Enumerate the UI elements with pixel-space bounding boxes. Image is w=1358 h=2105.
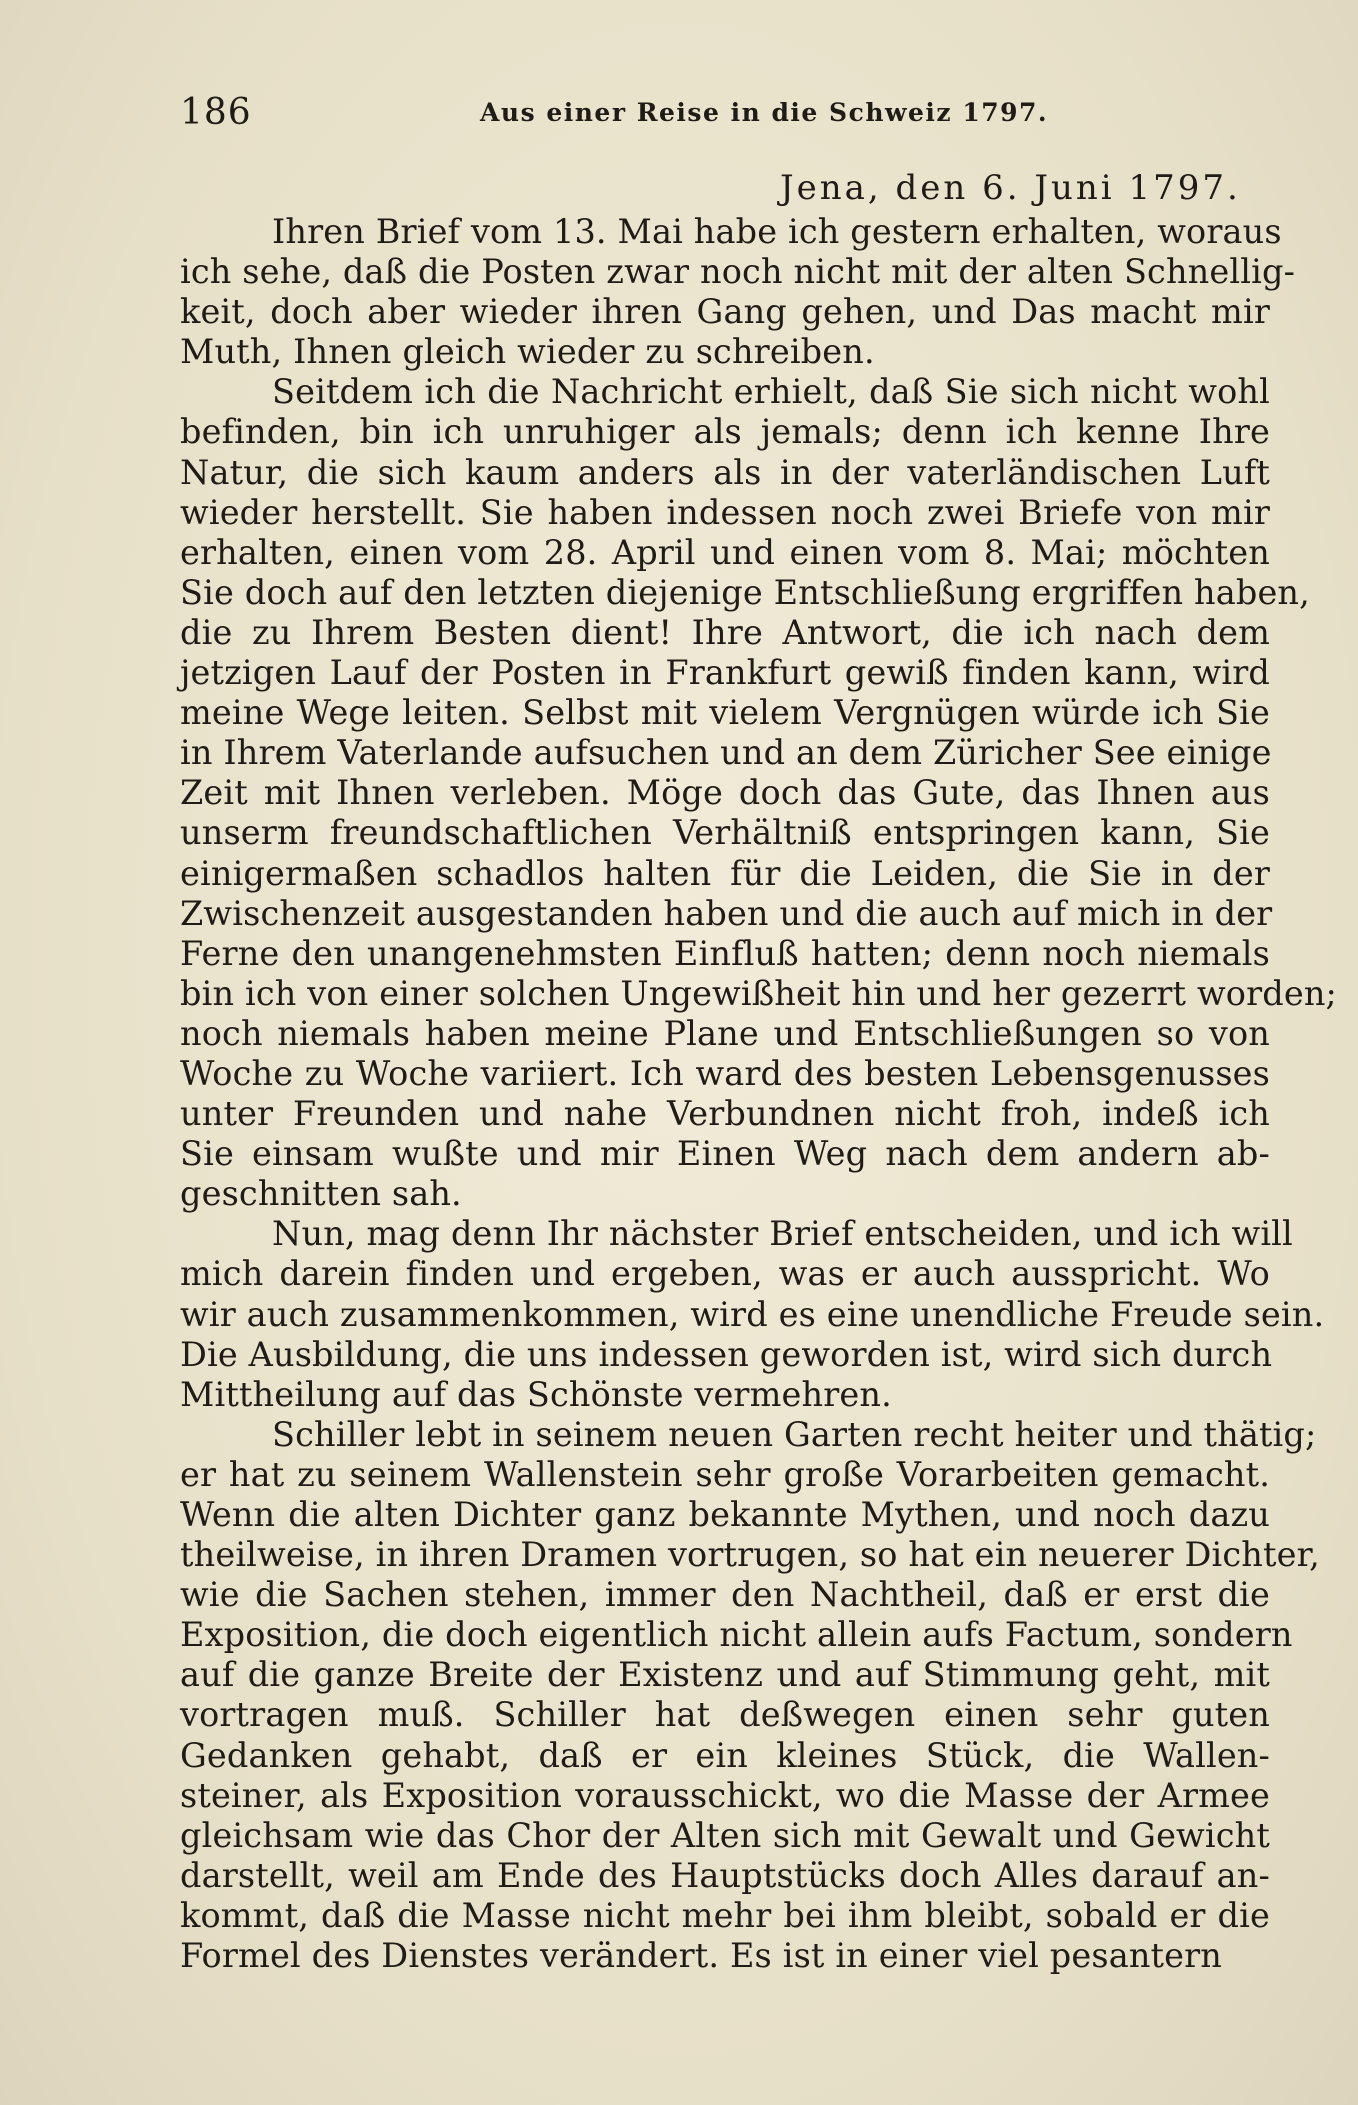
text-line: wieder herstellt. Sie haben indessen noch zwei Briefe von mir [180,492,1270,532]
text-line: Wenn die alten Dichter ganz bekannte Mythen, und noch dazu [180,1495,1270,1534]
text-line: bin ich von einer solchen Ungewißheit hin und her gezerrt worden; [180,973,1337,1013]
text-line: Gedanken gehabt, daß er ein kleines Stück, die Wallen- [180,1735,1270,1775]
text-line: Mittheilung auf das Schönste vermehren. [180,1374,892,1414]
text-line: auf die ganze Breite der Existenz und auf Stimmung geht, mit [180,1655,1270,1695]
text-line: wie die Sachen stehen, immer den Nachtheil, daß er erst die [180,1575,1270,1615]
text-line: Sie doch auf den letzten diejenige Entschließung ergriffen haben, [180,572,1310,612]
text-line: Zeit mit Ihnen verleben. Möge doch das Gute, das Ihnen aus [180,773,1270,813]
text-line: Exposition, die doch eigentlich nicht allein aufs Factum, sondern [180,1615,1293,1655]
paragraph [180,1414,1320,1976]
text-line: jetzigen Lauf der Posten in Frankfurt gewiß finden kann, wird [180,653,1270,693]
text-line: darstellt, weil am Ende des Hauptstücks doch Alles darauf an- [180,1855,1270,1895]
text-line: Woche zu Woche variiert. Ich ward des besten Lebensgenusses [180,1053,1270,1093]
text-line: Natur, die sich kaum anders als in der vaterländischen Luft [180,452,1270,492]
text-line: unserm freundschaftlichen Verhältniß entspringen kann, Sie [180,813,1270,853]
text-line: erhalten, einen vom 28. April und einen vom 8. Mai; möchten [180,532,1270,572]
text-line: steiner, als Exposition vorausschickt, wo die Masse der Armee [180,1775,1270,1815]
text-line: vortragen muß. Schiller hat deßwegen einen sehr guten [180,1695,1270,1735]
paragraph [180,1214,1325,1414]
text-line: mich darein finden und ergeben, was er auch ausspricht. Wo [180,1254,1270,1294]
letter-dateline: Jena, den 6. Juni 1797. [780,168,1241,208]
text-line: Seitdem ich die Nachricht erhielt, daß Sie sich nicht wohl [272,372,1270,412]
text-line: Formel des Dienstes verändert. Es ist in einer viel pesantern [180,1936,1223,1976]
text-line: die zu Ihrem Besten dient! Ihre Antwort, die ich nach dem [180,612,1270,652]
text-line: noch niemals haben meine Plane und Entschließungen so von [180,1013,1270,1053]
text-line: theilweise, in ihren Dramen vortrugen, so hat ein neuerer Dichter, [180,1535,1320,1575]
text-line: Zwischenzeit ausgestanden haben und die auch auf mich in der [180,893,1273,933]
letter-body [180,212,1337,1976]
paragraph [180,372,1337,1214]
text-line: Schiller lebt in seinem neuen Garten recht heiter und thätig; [272,1414,1317,1454]
text-line: Sie einsam wußte und mir Einen Weg nach dem andern ab- [180,1134,1270,1174]
page-number: 186 [180,92,252,133]
text-line: meine Wege leiten. Selbst mit vielem Vergnügen würde ich Sie [180,693,1270,733]
text-line: Muth, Ihnen gleich wieder zu schreiben. [180,332,875,372]
text-line: Ihren Brief vom 13. Mai habe ich gestern erhalten, woraus [272,212,1282,251]
text-line: unter Freunden und nahe Verbundnen nicht froh, indeß ich [180,1094,1270,1134]
text-line: einigermaßen schadlos halten für die Leiden, die Sie in der [180,853,1270,893]
text-line: er hat zu seinem Wallenstein sehr große Vorarbeiten gemacht. [180,1454,1270,1494]
text-line: keit, doch aber wieder ihren Gang gehen, und Das macht mir [180,292,1270,332]
text-line: geschnitten sah. [180,1174,462,1214]
page-header [180,92,1270,142]
running-title: Aus einer Reise in die Schweiz 1797. [480,98,1049,127]
text-line: Nun, mag denn Ihr nächster Brief entscheiden, und ich will [272,1214,1293,1254]
text-line: Ferne den unangenehmsten Einfluß hatten; denn noch niemals [180,933,1270,973]
text-line: befinden, bin ich unruhiger als jemals; denn ich kenne Ihre [180,412,1270,452]
paragraph [180,212,1296,372]
text-line: in Ihrem Vaterlande aufsuchen und an dem Züricher See einige [180,733,1272,773]
text-line: kommt, daß die Masse nicht mehr bei ihm bleibt, sobald er die [180,1895,1270,1935]
text-line: ich sehe, daß die Posten zwar noch nicht mit der alten Schnellig- [180,252,1296,292]
text-line: gleichsam wie das Chor der Alten sich mit Gewalt und Gewicht [180,1815,1270,1855]
text-line: Die Ausbildung, die uns indessen geworden ist, wird sich durch [180,1334,1273,1374]
text-line: wir auch zusammenkommen, wird es eine unendliche Freude sein. [180,1294,1325,1334]
